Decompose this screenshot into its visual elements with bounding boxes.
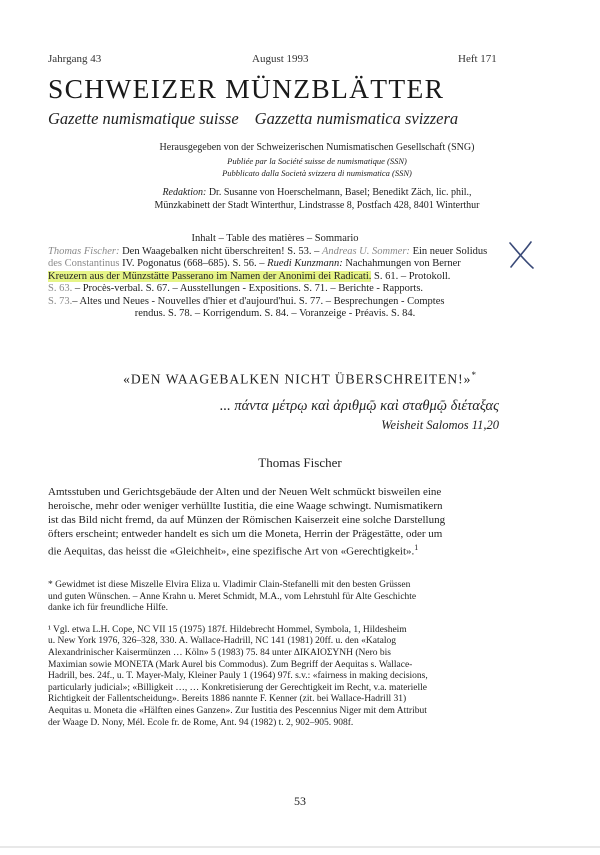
footnote-line: der Waage D. Nony, Mél. Ecole fr. de Rome, Ant. 94 (1982) t. 2, 902–905. 908f. — [48, 717, 354, 728]
epigraph-source: Weisheit Salomos 11,20 — [381, 418, 499, 432]
body-line: heroische, mehr oder weniger verhüllte Iustitia, die eine Waage schwingt. Numismatikern — [48, 500, 443, 512]
toc-entry-text: Nachahmungen von Berner — [342, 258, 461, 269]
footnote-line: particularly judicial»; «Billigkeit …, … Konkretisierung der Gerechtigkeit im Recht, v.a. materielle — [48, 682, 428, 693]
toc-entry-text: Ein neuer Solidus — [409, 245, 488, 257]
journal-subtitles — [48, 109, 458, 129]
toc-heading: Inhalt – Table des matières – Sommario — [191, 233, 359, 244]
article-body — [48, 485, 502, 559]
editorial-label: Redaktion: — [162, 187, 207, 198]
toc-author-fischer: Thomas Fischer: — [48, 245, 120, 257]
toc-entry-text: – Procès-verbal. S. 67. – Ausstellungen - Expositions. S. 71. – Berichte - Rapports. — [72, 283, 424, 294]
article-title — [0, 370, 600, 388]
body-line-text: die Aequitas, das heisst die «Gleichheit», eine spezifische Art von «Gerechtigkeit». — [48, 545, 415, 558]
publisher-line-fr: Publiée par la Société suisse de numismatique (SSN) — [227, 156, 407, 166]
publisher-block — [112, 141, 522, 179]
highlighted-text: Kreuzern aus der Münzstätte Passerano im Namen der Anonimi dei Radicati. — [48, 270, 372, 282]
issue-number: Heft 171 — [458, 53, 497, 65]
table-of-contents — [48, 233, 502, 321]
footnotes — [48, 580, 502, 729]
subtitle-french: Gazette numismatique suisse — [48, 109, 239, 128]
toc-line-1 — [48, 246, 502, 259]
volume-label: Jahrgang 43 — [48, 53, 102, 65]
toc-faded-text: des Constantinus — [48, 258, 120, 269]
toc-entry-text: S. 61. – Protokoll. — [371, 270, 451, 282]
article-author: Thomas Fischer — [258, 455, 342, 470]
article-title-text: «DEN WAAGEBALKEN NICHT ÜBERSCHREITEN!» — [123, 371, 472, 387]
toc-line-3 — [48, 271, 502, 284]
toc-author-sommer: Andreas U. Sommer: — [321, 245, 410, 257]
issue-date: August 1993 — [252, 53, 309, 65]
footnote-line: u. New York 1976, 326–328, 330. A. Wallace-Hadrill, NC 141 (1981) 20ff. u. den «Katalog — [48, 636, 396, 647]
body-line: öfters erscheint; entweder handelt es sich um die Moneta, Herrin der Prägestätte, oder um — [48, 528, 443, 540]
editorial-line-2: Münzkabinett der Stadt Winterthur, Lindstrasse 8, Postfach 428, 8401 Winterthur — [154, 200, 480, 211]
toc-entry-text: – Altes und Neues - Nouvelles d'hier et d'aujourd'hui. S. 77. – Besprechungen - Comptes — [72, 295, 445, 307]
editorial-block — [112, 186, 522, 212]
body-line: ist das Bild nicht fremd, da auf Münzen der Römischen Kaiserzeit eine solche Darstellung — [48, 514, 446, 526]
toc-line-5 — [48, 296, 502, 309]
article-title-footnote-mark: * — [471, 370, 477, 380]
toc-entry-text: Den Waagebalken nicht überschreiten! S. 53. – — [119, 245, 322, 257]
body-line: Amtsstuben und Gerichtsgebäude der Alten und der Neuen Welt schmückt bisweilen eine — [48, 486, 442, 498]
footnote-line: Richtigkeit der Fallentscheidung». Bereits 1886 nannte F. Kenner (zit. bei Wallace-Hadrill 31) — [48, 694, 407, 705]
toc-faded-text: S. 63. — [48, 283, 73, 294]
body-line — [48, 541, 502, 559]
footnote-line: * Gewidmet ist diese Miszelle Elvira Eliza u. Vladimir Clain-Stefanelli mit den besten Grüssen — [48, 580, 411, 590]
toc-faded-text: S. 73. — [48, 295, 73, 307]
toc-line-6: rendus. S. 78. – Korrigendum. S. 84. – Voranzeige - Préavis. S. 84. — [134, 308, 416, 319]
footnote-line: Alexandrinischer Kaisermünzen … Köln» 5 (1983) 75. 84 unter ΔΙΚΑΙΟΣΥΝΗ (Nero bis — [48, 647, 392, 658]
footnote-line: danke ich für freundliche Hilfe. — [48, 603, 169, 614]
toc-line-2 — [48, 258, 502, 271]
editorial-names: Dr. Susanne von Hoerschelmann, Basel; Benedikt Zäch, lic. phil., — [208, 187, 472, 198]
x-mark-icon — [506, 240, 536, 270]
toc-entry-text: IV. Pogonatus (668–685). S. 56. – — [119, 258, 268, 269]
journal-title: SCHWEIZER MÜNZBLÄTTER — [48, 73, 445, 104]
publisher-line-it: Pubblicato dalla Società svizzera di numismatica (SSN) — [222, 168, 412, 178]
publisher-line-de: Herausgegeben von der Schweizerischen Numismatischen Gesellschaft (SNG) — [159, 142, 475, 153]
footnote-line: Hadrill, bes. 24f., u. T. Mayer-Maly, Kleiner Pauly 1 (1964) 97f. s.v.: «fairness in making decisions, — [48, 671, 428, 682]
toc-line-4 — [48, 283, 502, 296]
toc-author-kunzmann: Ruedi Kunzmann: — [267, 258, 343, 269]
subtitle-italian: Gazzetta numismatica svizzera — [254, 109, 459, 128]
footnote-ref: 1 — [414, 543, 419, 552]
editorial-line-1 — [112, 186, 522, 199]
footnote-line: Aequitas u. Moneta die «Hälften eines Ganzen». Zur Iustitia des Pescennius Niger mit dem Attribut — [48, 705, 427, 716]
scan-edge — [0, 846, 600, 848]
footnote-line: ¹ Vgl. etwa L.H. Cope, NC VII 15 (1975) 187f. Hildebrecht Hommel, Symbola, 1, Hildesheim — [48, 624, 407, 635]
epigraph-quote: ... πάντα μέτρῳ καὶ ἀριθμῷ καὶ σταθμῷ διέταξας — [219, 398, 499, 414]
footnote-line: Maximian sowie MONETA (Mark Aurel bis Commodus). Zum Begriff der Aequitas s. Wallace- — [48, 659, 413, 670]
page-number: 53 — [294, 794, 306, 808]
footnote-line: und guten Wünschen. – Anne Krahn u. Meret Schmidt, M.A., vom Lehrstuhl für Alte Geschichte — [48, 591, 417, 602]
